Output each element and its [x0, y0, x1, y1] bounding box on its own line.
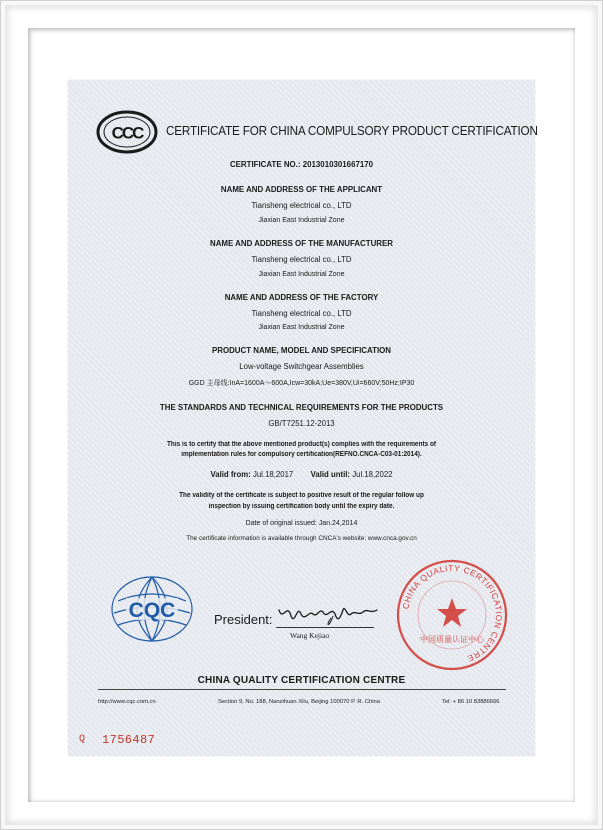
cqc-logo-text: CQC: [128, 599, 176, 622]
website-note: The certificate information is available through CNCA's website: www.cnca.gov.cn: [186, 535, 417, 542]
applicant-address: Jiaxian East Industrial Zone: [258, 217, 345, 224]
valid-from-value: Jul.18,2017: [252, 470, 294, 479]
standards-heading: THE STANDARDS AND TECHNICAL REQUIREMENTS FOR THE PRODUCTS: [159, 402, 444, 412]
standards-value: GB/T7251.12-2013: [268, 419, 335, 428]
manufacturer-name: Tiansheng electrical co., LTD: [251, 255, 352, 264]
ccc-logo-icon: [96, 110, 158, 154]
certification-seal-icon: [395, 558, 509, 672]
serial-prefix: Q: [79, 734, 86, 745]
statement-line-1: This is to certify that the above mentioned product(s) complies with the requirements of: [166, 441, 437, 448]
footer-website: http://www.cqc.com.cn: [98, 699, 156, 705]
manufacturer-heading: NAME AND ADDRESS OF THE MANUFACTURER: [209, 238, 394, 248]
statement-line-2: implementation rules for compulsory certification(REFNO.CNCA-C03-01:2014).: [181, 451, 422, 458]
footer-rule: [98, 689, 506, 690]
footer-tel: Tel: + 86 10 83886666: [442, 699, 500, 705]
footer-address: Section 9, No. 188, Nansihuan Xilu, Beijing 100070 P. R. China: [218, 699, 380, 705]
president-name: Wang Kejiao: [290, 631, 330, 640]
manufacturer-address: Jiaxian East Industrial Zone: [258, 271, 345, 278]
valid-until-label: Valid until:: [310, 470, 351, 479]
original-issue-date: Date of original issued: Jan.24,2014: [245, 520, 358, 527]
applicant-heading: NAME AND ADDRESS OF THE APPLICANT: [220, 184, 383, 194]
factory-address: Jiaxian East Industrial Zone: [258, 324, 345, 331]
seal-outer-text: CHINA QUALITY CERTIFICATION CENTRE: [400, 562, 505, 665]
cqc-logo-icon: [108, 573, 196, 645]
ccc-logo-text: CCC: [111, 123, 143, 143]
product-heading: PRODUCT NAME, MODEL AND SPECIFICATION: [211, 345, 392, 355]
certificate-title: CERTIFICATE FOR CHINA COMPULSORY PRODUCT CERTIFICATION: [166, 124, 538, 138]
factory-name: Tiansheng electrical co., LTD: [251, 309, 352, 318]
validity-note-line-1: The validity of the certificate is subject to positive result of the regular follow up: [179, 492, 424, 499]
product-spec: GGD 主母线:InA=1600A～600A,Icw=30kA;Ue=380V,Ui=660V;50Hz;IP30: [188, 380, 415, 387]
certificate-number: CERTIFICATE NO.: 2013010301667170: [229, 159, 374, 169]
valid-until-value: Jul.18,2022: [352, 470, 393, 479]
issuing-centre: CHINA QUALITY CERTIFICATION CENTRE: [197, 675, 406, 686]
serial-number: 1756487: [102, 733, 156, 747]
valid-from-label: Valid from:: [210, 470, 251, 479]
president-label: President:: [214, 612, 273, 627]
product-name: Low-voltage Switchgear Assemblies: [239, 362, 364, 371]
validity-note-line-2: inspection by issuing certification body until the expiry date.: [208, 503, 395, 510]
signature-line: [276, 627, 374, 628]
president-signature: [273, 592, 383, 628]
seal-inner-text: 中国质量认证中心: [420, 635, 484, 644]
applicant-name: Tiansheng electrical co., LTD: [251, 201, 352, 210]
factory-heading: NAME AND ADDRESS OF THE FACTORY: [224, 292, 379, 302]
certificate-paper: [68, 80, 538, 756]
validity-row: [68, 470, 535, 479]
